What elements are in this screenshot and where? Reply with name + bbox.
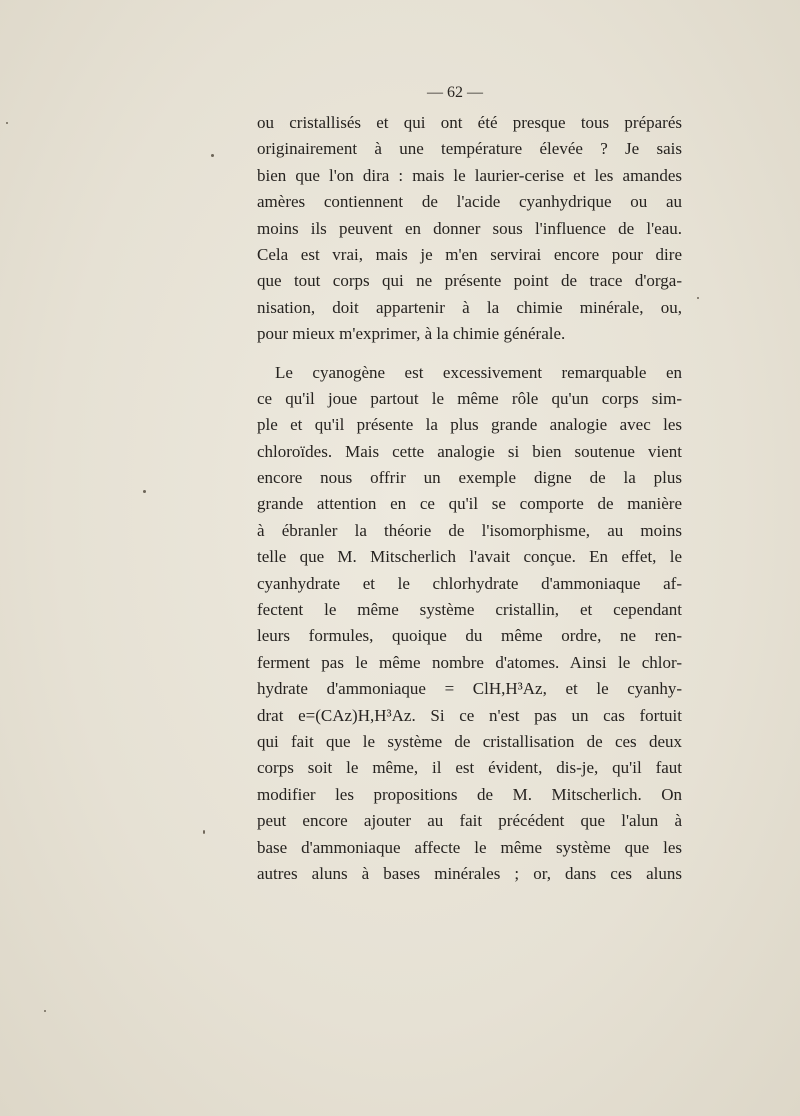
text-line: base d'ammoniaque affecte le même système que les bbox=[257, 837, 682, 857]
paper-speck bbox=[697, 297, 699, 299]
text-line: amères contiennent de l'acide cyanhydrique ou au bbox=[257, 192, 682, 212]
body-text bbox=[257, 110, 682, 887]
paper-speck bbox=[203, 830, 205, 834]
text-line: nisation, doit appartenir à la chimie minérale, ou, bbox=[257, 297, 682, 317]
text-line: encore nous offrir un exemple digne de la plus bbox=[257, 468, 682, 488]
text-line: modifier les propositions de M. Mitscherlich. On bbox=[257, 784, 682, 804]
text-line: ce qu'il joue partout le même rôle qu'un corps sim- bbox=[257, 388, 682, 408]
text-line: bien que l'on dira : mais le laurier-cerise et les amandes bbox=[257, 165, 682, 185]
text-line: à ébranler la théorie de l'isomorphisme, au moins bbox=[257, 520, 682, 540]
text-line: chloroïdes. Mais cette analogie si bien soutenue vient bbox=[257, 441, 682, 461]
text-line: leurs formules, quoique du même ordre, ne ren- bbox=[257, 626, 682, 646]
paper-speck bbox=[143, 490, 146, 493]
text-line: hydrate d'ammoniaque = ClH,H³Az, et le cyanhy- bbox=[257, 679, 682, 699]
text-line: moins ils peuvent en donner sous l'influence de l'eau. bbox=[257, 218, 682, 238]
paper-speck bbox=[211, 154, 214, 157]
text-line: pour mieux m'exprimer, à la chimie générale. bbox=[257, 324, 566, 344]
text-line: telle que M. Mitscherlich l'avait conçue. En effet, le bbox=[257, 547, 682, 567]
text-line: Le cyanogène est excessivement remarquable en bbox=[275, 362, 682, 382]
paragraph-1 bbox=[257, 110, 682, 348]
text-line: que tout corps qui ne présente point de trace d'orga- bbox=[257, 271, 682, 291]
text-line: Cela est vrai, mais je m'en servirai encore pour dire bbox=[257, 244, 682, 264]
paragraph-2 bbox=[257, 360, 682, 888]
text-line: corps soit le même, il est évident, dis-je, qu'il faut bbox=[257, 758, 682, 778]
text-line: fectent le même système cristallin, et cependant bbox=[257, 600, 682, 620]
paper-speck bbox=[44, 1010, 46, 1012]
text-line: cyanhydrate et le chlorhydrate d'ammoniaque af- bbox=[257, 573, 682, 593]
text-line: ple et qu'il présente la plus grande analogie avec les bbox=[257, 415, 682, 435]
text-line: peut encore ajouter au fait précédent que l'alun à bbox=[257, 811, 682, 831]
text-line: autres aluns à bases minérales ; or, dans ces aluns bbox=[257, 863, 682, 883]
text-line: grande attention en ce qu'il se comporte de manière bbox=[257, 494, 682, 514]
paragraph-gap bbox=[257, 348, 682, 360]
text-line: drat e=(CAz)H,H³Az. Si ce n'est pas un cas fortuit bbox=[257, 705, 682, 725]
paper-speck bbox=[6, 122, 8, 124]
text-line: originairement à une température élevée ? Je sais bbox=[257, 139, 682, 159]
text-line: qui fait que le système de cristallisation de ces deux bbox=[257, 731, 682, 751]
text-line: ou cristallisés et qui ont été presque tous préparés bbox=[257, 113, 682, 132]
page-number: — 62 — bbox=[427, 84, 483, 101]
text-line: ferment pas le même nombre d'atomes. Ainsi le chlor- bbox=[257, 652, 682, 672]
